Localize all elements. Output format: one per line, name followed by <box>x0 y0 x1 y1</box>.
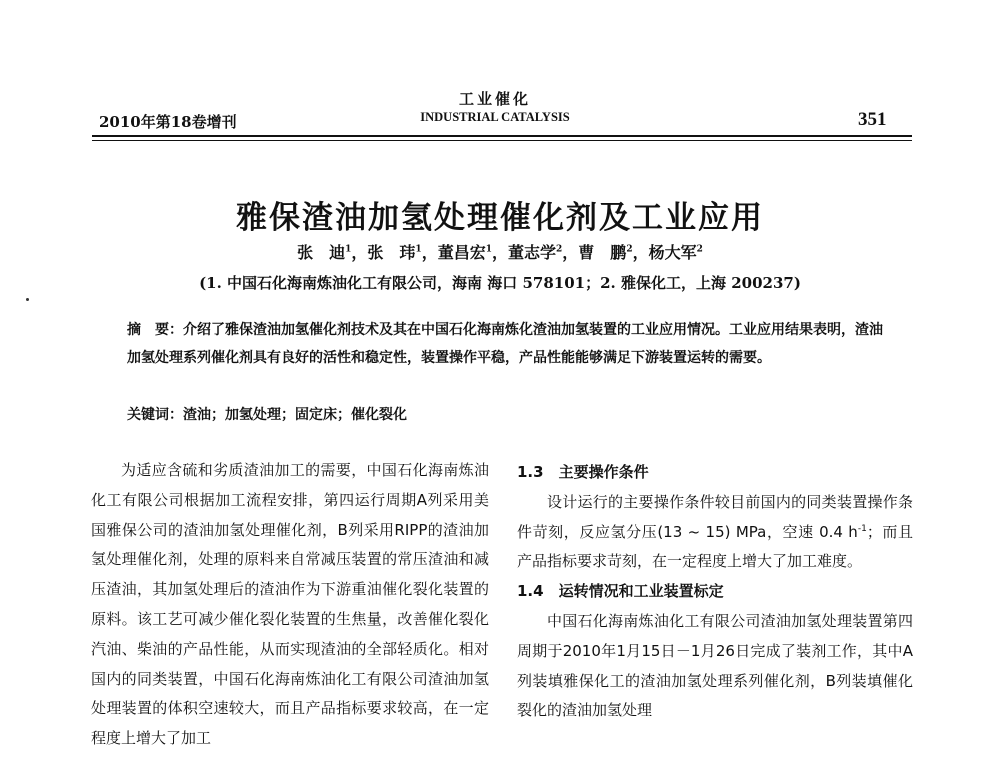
author-list <box>0 240 1000 263</box>
abstract <box>127 316 887 372</box>
author: 杨大军$^2$ <box>648 243 703 262</box>
section-text-1-3: 设计运行的主要操作条件较目前国内的同类装置操作条件苛刻，反应氢分压(13 ~ 15) MPa，空速 0.4 $h^{-1}$；而且产品指标要求苛刻，在一定程度上增大了加工难度。 <box>517 492 913 571</box>
author: 曹 鹏$^2$， <box>578 243 649 262</box>
body-column-left: 为适应含硫和劣质渣油加工的需要，中国石化海南炼油化工有限公司根据加工流程安排，第四运行周期A列采用美国雅保公司的渣油加氢处理催化剂，B列采用RIPP的渣油加氢处理催化剂，处理的原料来自常减压装置的常压渣油和减压渣油，其加氢处理后的渣油作为下游重油催化裂化装置的原料。该工艺可减少催化裂化装置的生焦量，改善催化裂化汽油、柴油的产品性能，从而实现渣油的全部轻质化。相对国内的同类装置，中国石化海南炼油化工有限公司渣油加氢处理装置的体积空速较大，而且产品指标要求较高，在一定程度上增大了加工 <box>91 461 489 748</box>
affiliation: (1. 中国石化海南炼油化工有限公司，海南 海口 578101；2. 雅保化工，上海 200237) <box>199 274 801 292</box>
issue-info: 2010年第18卷增刊 <box>99 113 237 131</box>
scan-speck <box>26 298 29 301</box>
author: 张 迪$^1$， <box>297 243 368 262</box>
keywords <box>127 401 887 429</box>
journal-name-cn: 工业催化 <box>458 90 531 108</box>
journal-name <box>400 90 590 126</box>
body-column-right <box>517 458 913 726</box>
author: 董志学$^2$， <box>508 243 579 262</box>
header-rule-thin <box>92 140 912 141</box>
section-text-1-4: 中国石化海南炼油化工有限公司渣油加氢处理装置第四周期于2010年1月15日－1月26日完成了装剂工作，其中A列装填雅保化工的渣油加氢处理系列催化剂，B列装填催化裂化的渣油加氢处理 <box>517 611 913 720</box>
section-heading-1-4: 1.4 运转情况和工业装置标定 <box>517 582 724 601</box>
abstract-label: 摘 要： <box>127 322 183 338</box>
author: 张 玮$^1$， <box>367 243 438 262</box>
paper-title: 雅保渣油加氢处理催化剂及工业应用 <box>236 200 764 236</box>
author: 董昌宏$^1$， <box>437 243 508 262</box>
header-rule-thick <box>92 135 912 137</box>
page-number: 351 <box>858 109 887 130</box>
journal-name-en: INDUSTRIAL CATALYSIS <box>420 110 570 124</box>
section-heading-1-3: 1.3 主要操作条件 <box>517 463 649 481</box>
keywords-label: 关键词： <box>127 407 183 423</box>
keywords-text: 渣油；加氢处理；固定床；催化裂化 <box>183 407 407 423</box>
abstract-text: 介绍了雅保渣油加氢催化剂技术及其在中国石化海南炼化渣油加氢装置的工业应用情况。工业应用结果表明，渣油加氢处理系列催化剂具有良好的活性和稳定性，装置操作平稳，产品性能能够满足下游装置运转的需要。 <box>127 322 883 366</box>
